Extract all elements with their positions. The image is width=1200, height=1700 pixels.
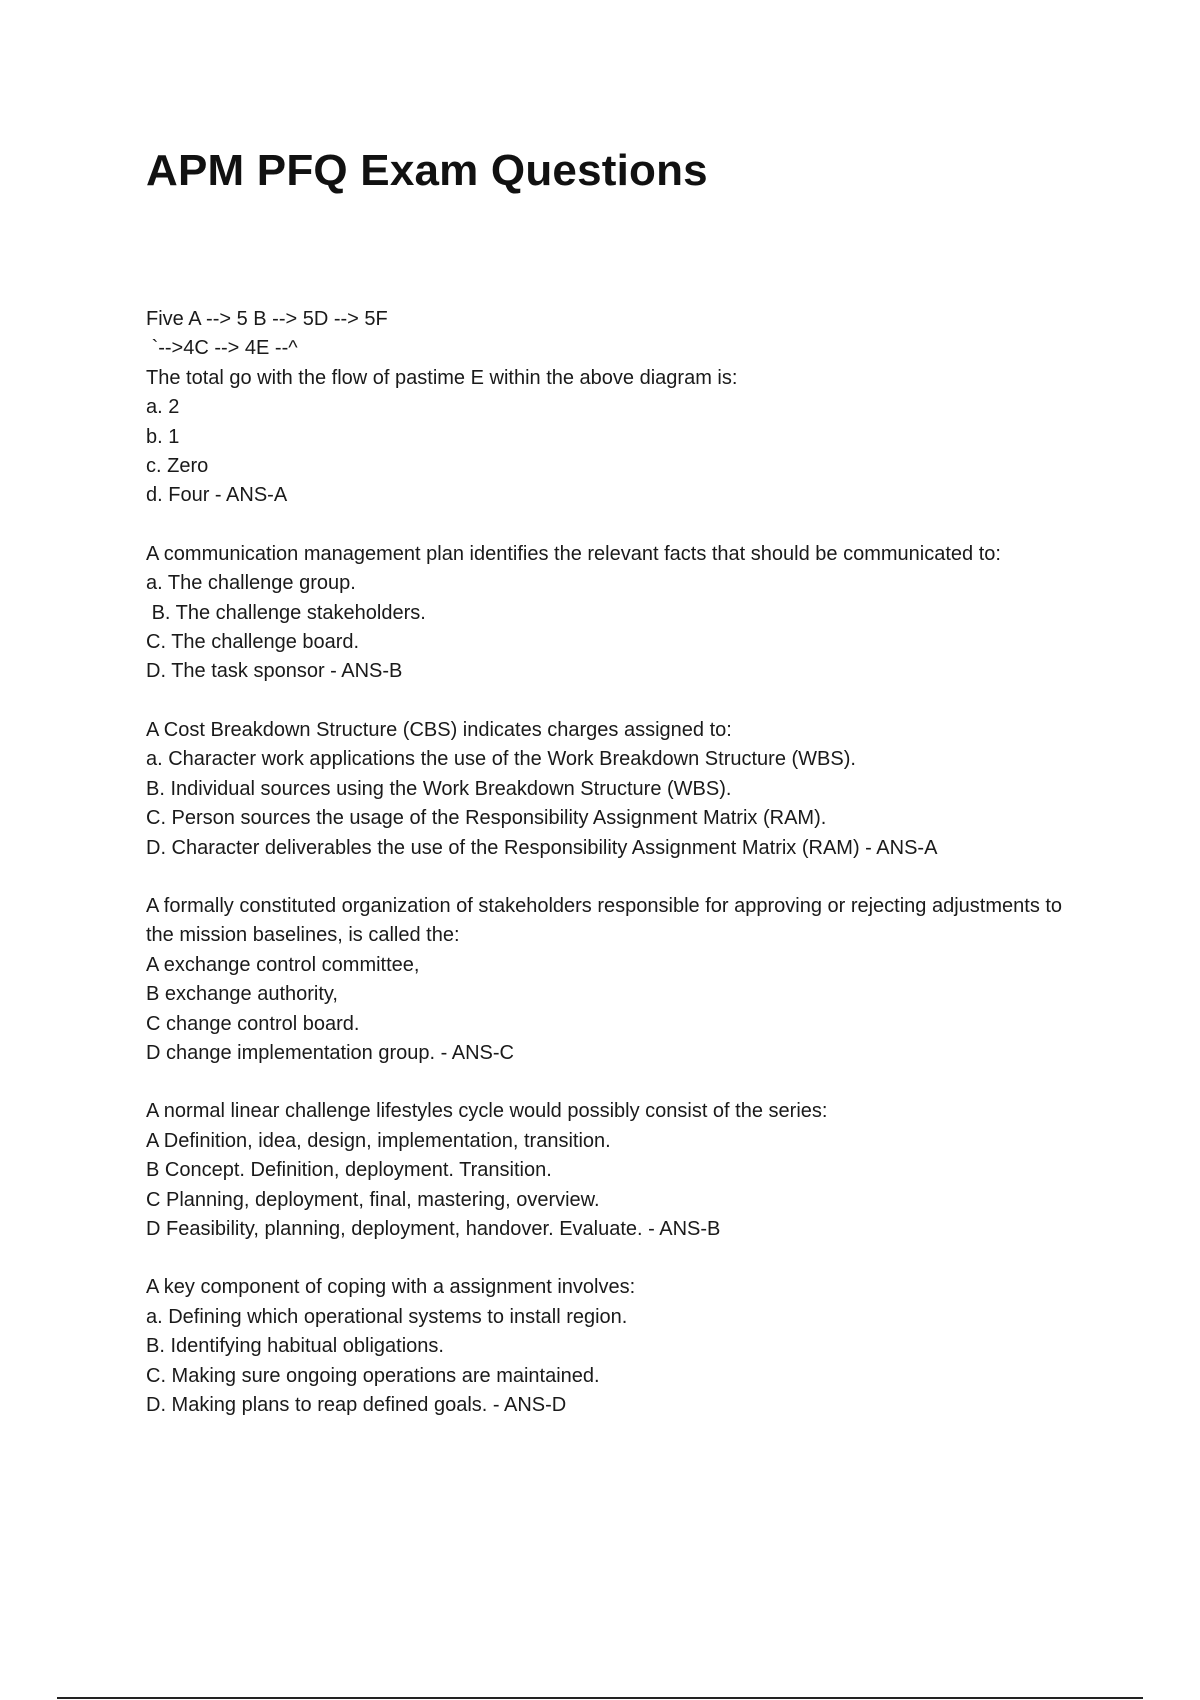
answer-option: C. Making sure ongoing operations are maintained. — [146, 1364, 600, 1387]
answer-option: C. The challenge board. — [146, 631, 360, 654]
answer-option-with-key: d. Four - ANS-A — [146, 484, 288, 507]
answer-option: B. Identifying habitual obligations. — [146, 1335, 444, 1358]
answer-option: a. Defining which operational systems to install region. — [146, 1305, 628, 1328]
answer-option: B exchange authority, — [146, 983, 338, 1006]
question-text: A communication management plan identifies the relevant facts that should be communicated to: — [146, 542, 1001, 565]
answer-option: C change control board. — [146, 1012, 360, 1035]
answer-option: c. Zero — [146, 455, 209, 478]
footer-divider — [57, 1697, 1143, 1699]
answer-option: a. 2 — [146, 396, 180, 419]
answer-option: a. The challenge group. — [146, 572, 356, 595]
question-5 — [146, 1097, 1086, 1244]
answer-option: B Concept. Definition, deployment. Transition. — [146, 1159, 552, 1182]
question-text: A normal linear challenge lifestyles cycle would possibly consist of the series: — [146, 1100, 828, 1123]
question-text: A formally constituted organization of stakeholders responsible for approving or rejecting adjustments to the mission baselines, is called the: — [146, 894, 1068, 947]
question-text: The total go with the flow of pastime E within the above diagram is: — [146, 366, 738, 389]
question-2 — [146, 540, 1086, 687]
question-4 — [146, 892, 1086, 1068]
answer-option-with-key: D. Character deliverables the use of the Responsibility Assignment Matrix (RAM) - ANS-A — [146, 836, 938, 859]
answer-option: C. Person sources the usage of the Responsibility Assignment Matrix (RAM). — [146, 807, 827, 830]
answer-option: a. Character work applications the use of the Work Breakdown Structure (WBS). — [146, 748, 856, 771]
answer-option: b. 1 — [146, 425, 180, 448]
answer-option-with-key: D. Making plans to reap defined goals. - ANS-D — [146, 1394, 567, 1416]
answer-option-with-key: D Feasibility, planning, deployment, handover. Evaluate. - ANS-B — [146, 1217, 721, 1240]
answer-option: A exchange control committee, — [146, 953, 420, 976]
question-1 — [146, 305, 1086, 511]
answer-option: B. The challenge stakeholders. — [146, 601, 426, 624]
question-list — [146, 305, 1086, 1449]
answer-option: C Planning, deployment, final, mastering, overview. — [146, 1188, 600, 1211]
answer-option-with-key: D change implementation group. - ANS-C — [146, 1041, 514, 1064]
question-3 — [146, 716, 1086, 863]
page-title: APM PFQ Exam Questions — [146, 146, 708, 195]
question-text: A key component of coping with a assignment involves: — [146, 1276, 636, 1299]
answer-option: B. Individual sources using the Work Breakdown Structure (WBS). — [146, 777, 732, 800]
question-text: A Cost Breakdown Structure (CBS) indicates charges assigned to: — [146, 718, 732, 741]
question-6 — [146, 1273, 1086, 1420]
answer-option: A Definition, idea, design, implementation, transition. — [146, 1129, 611, 1152]
diagram-line: `-->4C --> 4E --^ — [146, 337, 298, 360]
answer-option-with-key: D. The task sponsor - ANS-B — [146, 660, 403, 683]
diagram-line: Five A --> 5 B --> 5D --> 5F — [146, 308, 388, 330]
